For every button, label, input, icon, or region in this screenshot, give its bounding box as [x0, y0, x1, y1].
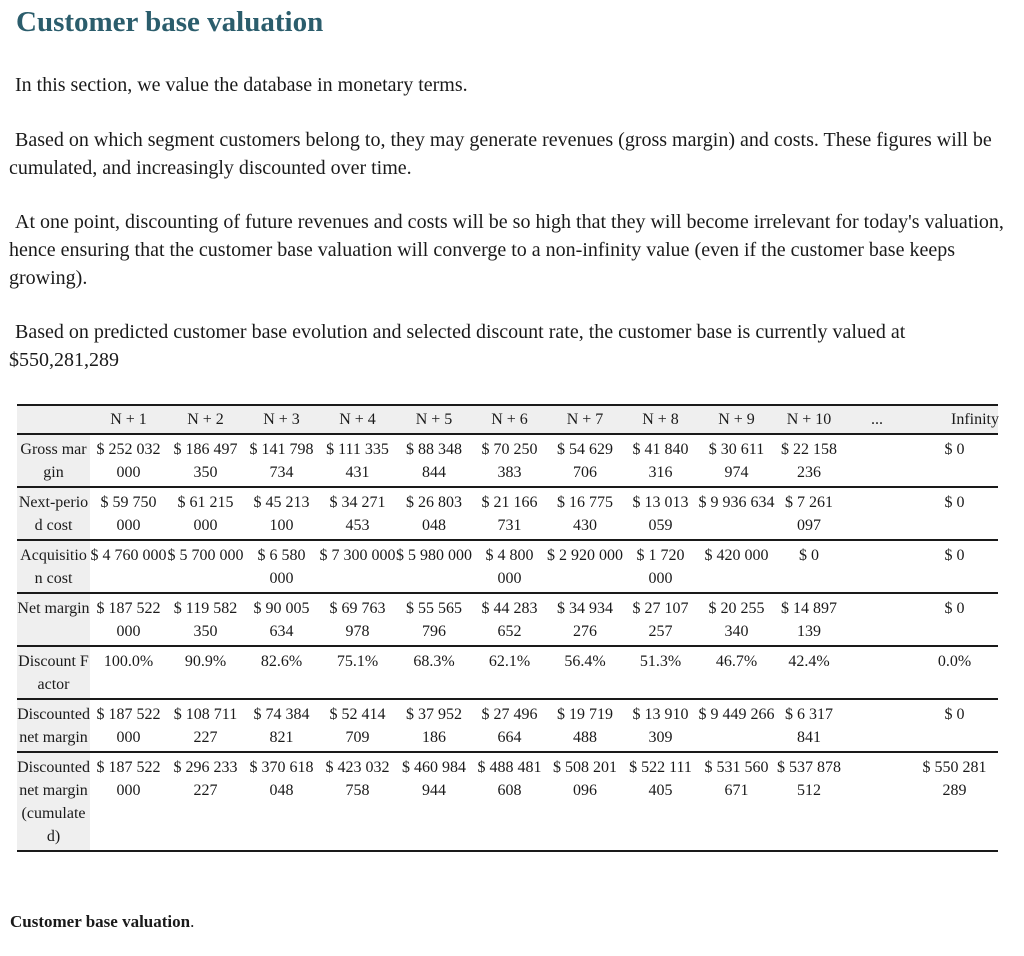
- table-cell: $ 22 158 236: [781, 441, 837, 481]
- table-row: [17, 593, 998, 646]
- table-cell: $ 0: [944, 706, 965, 723]
- row-label: Net margin: [17, 593, 90, 646]
- page-title: Customer base valuation: [16, 6, 324, 38]
- table-cell: $ 508 201 096: [553, 759, 617, 799]
- table-cell: $ 7 261 097: [785, 494, 833, 534]
- table-cell: $ 522 111 405: [629, 759, 692, 799]
- table-cell: 90.9%: [184, 653, 227, 670]
- row-label: Gross margin: [17, 434, 90, 487]
- column-header: N + 7: [547, 405, 623, 434]
- table-row: [17, 752, 998, 851]
- table-cell: $ 44 283 652: [481, 600, 538, 640]
- table-cell: $ 6 580 000: [257, 547, 306, 587]
- table-row: [17, 487, 998, 540]
- table-header-row: [17, 405, 998, 434]
- row-label: Acquisition cost: [17, 540, 90, 593]
- row-label: Discounted net margin: [17, 699, 90, 752]
- table-cell: $ 296 233 227: [173, 759, 238, 799]
- row-label: Discounted net margin (cumulated): [17, 752, 90, 851]
- table-cell: $ 423 032 758: [325, 759, 390, 799]
- intro-paragraph: In this section, we value the database in monetary terms.: [15, 74, 468, 96]
- table-cell: 56.4%: [564, 653, 606, 670]
- discounting-paragraph: At one point, discounting of future revenues and costs will be so high that they will become irrelevant for today's valuation, hence ensuring that the customer base valuation will converge to a non-infinity value (even if the customer base keeps growing).: [9, 211, 1004, 289]
- table-cell: $ 141 798 734: [249, 441, 314, 481]
- valuation-table: [17, 404, 998, 852]
- table-cell: $ 9 936 634: [698, 494, 775, 511]
- table-cell: $ 54 629 706: [557, 441, 613, 481]
- table-cell: $ 45 213 100: [253, 494, 310, 534]
- table-cell: $ 5 700 000: [167, 547, 244, 564]
- table-cell: $ 88 348 844: [406, 441, 462, 481]
- table-cell: $ 4 800 000: [485, 547, 534, 587]
- column-header: N + 6: [472, 405, 547, 434]
- table-cell: $ 74 384 821: [253, 706, 310, 746]
- table-cell: 62.1%: [488, 653, 531, 670]
- table-cell: $ 0: [944, 494, 965, 511]
- table-body: [17, 434, 998, 851]
- column-header: Infinity: [911, 405, 998, 434]
- table-cell: $ 420 000: [704, 547, 769, 564]
- table-cell: $ 0: [799, 547, 819, 564]
- table-cell: $ 37 952 186: [406, 706, 462, 746]
- header-corner: [17, 405, 90, 434]
- table-caption: [10, 912, 194, 932]
- table-cell: $ 13 910 309: [632, 706, 689, 746]
- row-label: Discount Factor: [17, 646, 90, 699]
- column-header: N + 10: [775, 405, 843, 434]
- table-cell: $ 14 897 139: [781, 600, 837, 640]
- table-cell: $ 6 317 841: [785, 706, 833, 746]
- table-cell: [843, 646, 911, 699]
- table-cell: $ 537 878 512: [777, 759, 841, 799]
- valuation-paragraph: Based on predicted customer base evolution and selected discount rate, the customer base is currently valued at $550,281,289: [9, 321, 906, 371]
- table-cell: $ 69 763 978: [329, 600, 386, 640]
- table-cell: $ 34 271 453: [329, 494, 386, 534]
- table-cell: [843, 699, 911, 752]
- table-cell: 0.0%: [937, 653, 972, 670]
- table-cell: $ 186 497 350: [173, 441, 238, 481]
- table-cell: [843, 593, 911, 646]
- table-cell: $ 21 166 731: [481, 494, 538, 534]
- table-cell: $ 4 760 000: [90, 547, 167, 564]
- table-cell: $ 52 414 709: [329, 706, 386, 746]
- table-cell: $ 108 711 227: [173, 706, 238, 746]
- table-cell: $ 27 107 257: [632, 600, 689, 640]
- caption-rest: .: [190, 912, 195, 931]
- table-cell: $ 5 980 000: [396, 547, 472, 564]
- caption-bold: Customer base valuation: [10, 912, 191, 931]
- column-header: N + 8: [623, 405, 698, 434]
- table-cell: $ 531 560 671: [704, 759, 769, 799]
- table-cell: [843, 540, 911, 593]
- table-cell: $ 460 984 944: [402, 759, 466, 799]
- table-cell: $ 488 481 608: [477, 759, 542, 799]
- table-cell: 68.3%: [413, 653, 455, 670]
- table-cell: $ 13 013 059: [632, 494, 689, 534]
- table-cell: $ 27 496 664: [481, 706, 538, 746]
- table-cell: [843, 434, 911, 487]
- column-header: N + 5: [396, 405, 472, 434]
- table-cell: $ 0: [944, 600, 965, 617]
- table-cell: $ 187 522 000: [96, 706, 161, 746]
- table-cell: 42.4%: [788, 653, 830, 670]
- table-cell: 100.0%: [103, 653, 154, 670]
- table-cell: $ 1 720 000: [636, 547, 685, 587]
- table-cell: $ 16 775 430: [557, 494, 613, 534]
- column-header: ...: [843, 405, 911, 434]
- table-row: [17, 646, 998, 699]
- table-cell: $ 7 300 000: [319, 547, 396, 564]
- table-cell: 46.7%: [715, 653, 758, 670]
- table-cell: $ 252 032 000: [96, 441, 161, 481]
- table-cell: $ 187 522 000: [96, 759, 161, 799]
- table-cell: $ 41 840 316: [632, 441, 689, 481]
- table-row: [17, 540, 998, 593]
- table-cell: $ 2 920 000: [547, 547, 623, 564]
- table-cell: $ 370 618 048: [249, 759, 314, 799]
- table-cell: $ 111 335 431: [326, 441, 389, 481]
- column-header: N + 1: [90, 405, 167, 434]
- table-cell: $ 0: [944, 547, 965, 564]
- table-cell: $ 187 522 000: [96, 600, 161, 640]
- table-row: [17, 434, 998, 487]
- table-cell: $ 55 565 796: [406, 600, 462, 640]
- table-cell: $ 20 255 340: [708, 600, 765, 640]
- table-cell: $ 9 449 266: [698, 706, 775, 723]
- table-cell: [843, 752, 911, 851]
- table-cell: $ 119 582 350: [173, 600, 238, 640]
- table-cell: $ 34 934 276: [557, 600, 613, 640]
- column-header: N + 2: [167, 405, 244, 434]
- column-header: N + 4: [319, 405, 396, 434]
- table-cell: $ 90 005 634: [253, 600, 310, 640]
- table-cell: [843, 487, 911, 540]
- segment-paragraph: Based on which segment customers belong to, they may generate revenues (gross margin) and costs. These figures will be cumulated, and increasingly discounted over time.: [9, 129, 992, 179]
- table-cell: 75.1%: [336, 653, 379, 670]
- table-cell: $ 550 281 289: [922, 759, 987, 799]
- table-cell: $ 19 719 488: [557, 706, 613, 746]
- column-header: N + 9: [698, 405, 775, 434]
- table-cell: 51.3%: [639, 653, 682, 670]
- table-cell: $ 0: [944, 441, 965, 458]
- row-label: Next-period cost: [17, 487, 90, 540]
- table-cell: $ 26 803 048: [406, 494, 462, 534]
- table-cell: $ 30 611 974: [708, 441, 765, 481]
- table-row: [17, 699, 998, 752]
- table-cell: $ 61 215 000: [177, 494, 234, 534]
- table-cell: 82.6%: [260, 653, 303, 670]
- column-header: N + 3: [244, 405, 319, 434]
- table-cell: $ 70 250 383: [481, 441, 538, 481]
- table-cell: $ 59 750 000: [100, 494, 157, 534]
